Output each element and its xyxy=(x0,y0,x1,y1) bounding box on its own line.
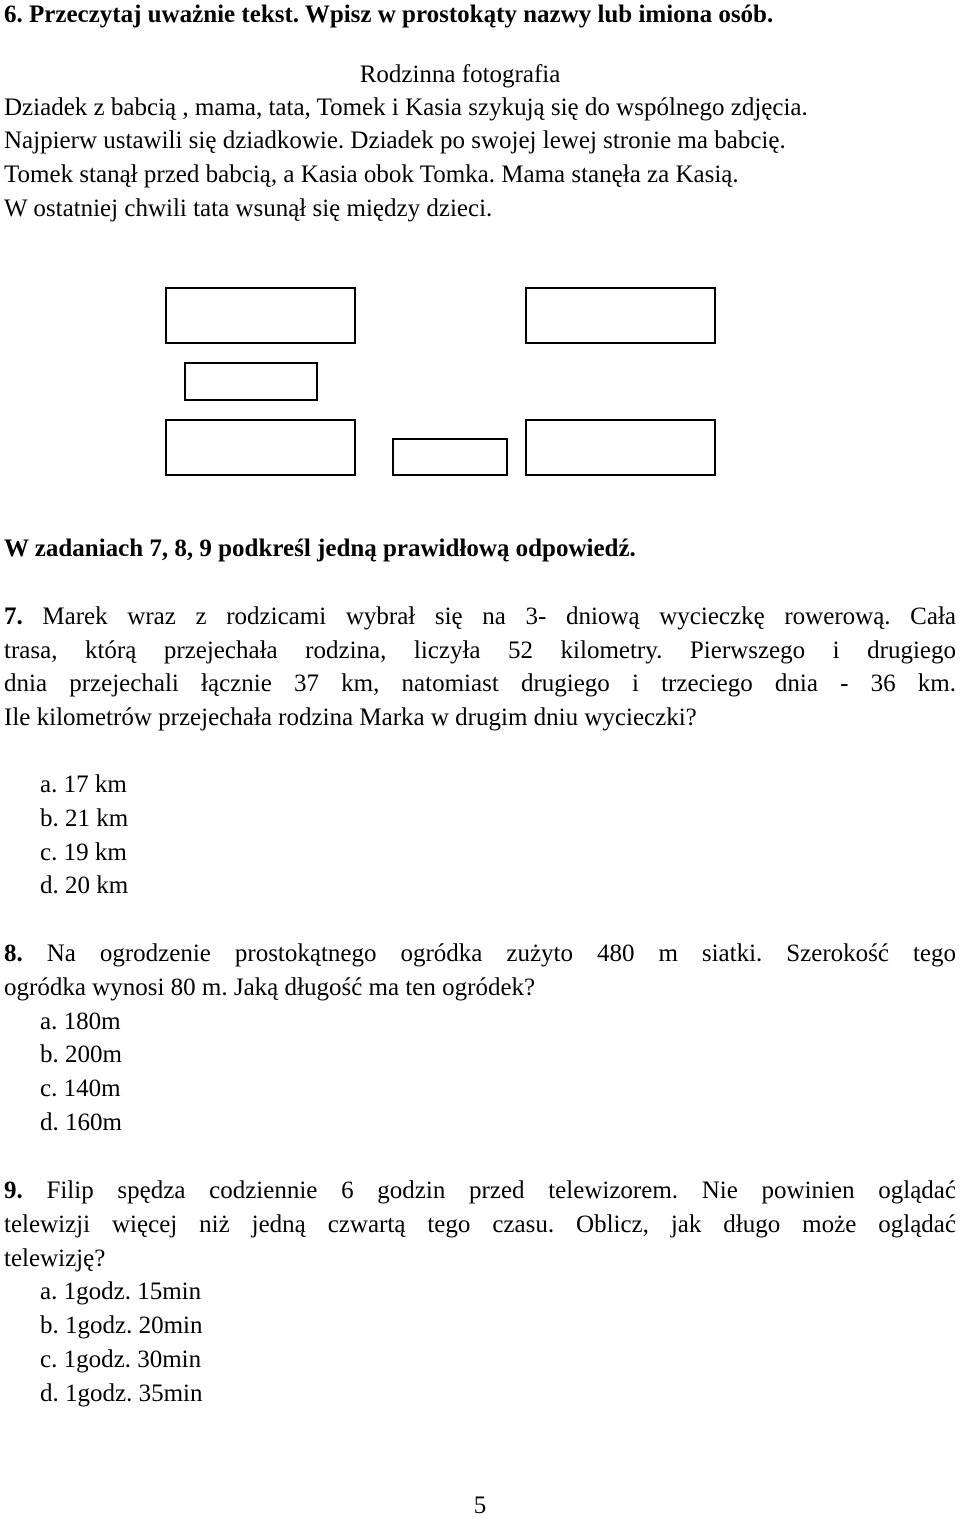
task7-line-4: Ile kilometrów przejechała rodzina Marka w drugim dniu wycieczki? xyxy=(4,704,697,731)
task7-option-c[interactable]: c. 19 km xyxy=(40,839,127,866)
task6-line-4: W ostatniej chwili tata wsunął się między dzieci. xyxy=(4,195,493,222)
task8-line-1-text: Na ogrodzenie prostokątnego ogródka zużyto 480 m siatki. Szerokość tego xyxy=(46,940,956,967)
answer-box-bottom-left[interactable] xyxy=(165,419,356,476)
task8-line-2: ogródka wynosi 80 m. Jaką długość ma ten ogródek? xyxy=(4,974,536,1001)
task9-option-b[interactable]: b. 1godz. 20min xyxy=(40,1312,203,1339)
task8-option-c[interactable]: c. 140m xyxy=(40,1075,121,1102)
task7-option-a[interactable]: a. 17 km xyxy=(40,771,127,798)
task7-line-3: dnia przejechali łącznie 37 km, natomiast drugiego i trzeciego dnia - 36 km. xyxy=(4,670,956,697)
answer-box-top-left[interactable] xyxy=(165,287,356,344)
task7-option-d[interactable]: d. 20 km xyxy=(40,872,129,899)
task9-line-1 xyxy=(4,1176,956,1206)
task9-option-d[interactable]: d. 1godz. 35min xyxy=(40,1380,203,1407)
task6-line-3: Tomek stanął przed babcią, a Kasia obok Tomka. Mama stanęła za Kasią. xyxy=(4,161,739,188)
task8-option-a[interactable]: a. 180m xyxy=(40,1008,121,1035)
task9-number: 9. xyxy=(4,1177,23,1204)
task8-line-1 xyxy=(4,939,956,969)
task9-line-3: telewizję? xyxy=(4,1245,106,1272)
task7-option-b[interactable]: b. 21 km xyxy=(40,805,129,832)
task9-option-a[interactable]: a. 1godz. 15min xyxy=(40,1278,202,1305)
answer-box-middle-small[interactable] xyxy=(184,362,318,401)
task6-heading: 6. Przeczytaj uważnie tekst. Wpisz w prostokąty nazwy lub imiona osób. xyxy=(4,1,774,28)
task8-option-b[interactable]: b. 200m xyxy=(40,1041,122,1068)
task7-line-1-text: Marek wraz z rodzicami wybrał się na 3- dniową wycieczkę rowerową. Cała xyxy=(42,603,956,630)
task8-option-d[interactable]: d. 160m xyxy=(40,1109,122,1136)
task6-line-1: Dziadek z babcią , mama, tata, Tomek i Kasia szykują się do wspólnego zdjęcia. xyxy=(4,94,808,121)
answer-box-bottom-right[interactable] xyxy=(525,419,716,476)
task8-number: 8. xyxy=(4,940,23,967)
answer-box-top-right[interactable] xyxy=(525,287,716,344)
task7-line-1 xyxy=(4,602,956,632)
story-title: Rodzinna fotografia xyxy=(359,61,561,88)
task9-line-1-text: Filip spędza codziennie 6 godzin przed telewizorem. Nie powinien oglądać xyxy=(46,1177,957,1204)
task7-number: 7. xyxy=(4,603,23,630)
task9-option-c[interactable]: c. 1godz. 30min xyxy=(40,1346,202,1373)
task6-line-2: Najpierw ustawili się dziadkowie. Dziadek po swojej lewej stronie ma babcię. xyxy=(4,127,786,154)
task7-line-2: trasa, którą przejechała rodzina, liczyła 52 kilometry. Pierwszego i drugiego xyxy=(4,637,956,664)
instruction: W zadaniach 7, 8, 9 podkreśl jedną prawidłową odpowiedź. xyxy=(4,535,636,562)
task9-line-2: telewizji więcej niż jedną czwartą tego czasu. Oblicz, jak długo może oglądać xyxy=(4,1211,956,1238)
answer-box-bottom-middle-small[interactable] xyxy=(392,438,508,476)
page-number: 5 xyxy=(473,1492,487,1519)
